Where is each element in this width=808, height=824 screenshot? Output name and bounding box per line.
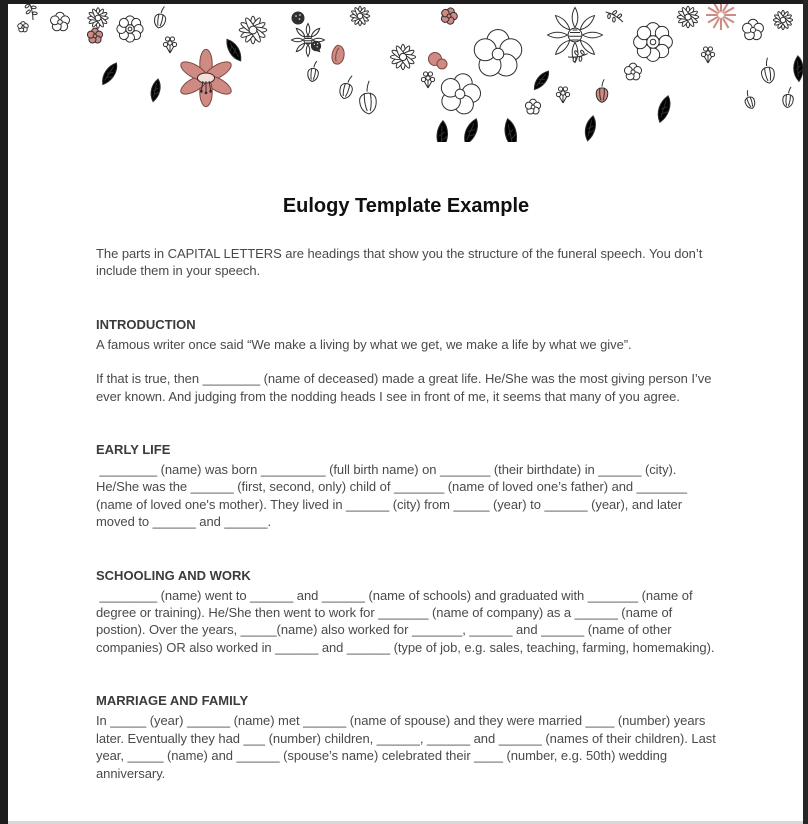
section-paragraphs bbox=[96, 587, 716, 657]
template-section bbox=[96, 693, 716, 782]
intro-note: The parts in CAPITAL LETTERS are headings that show you the structure of the funeral speech. You don’t include them in your speech. bbox=[96, 246, 703, 279]
window-edge-top bbox=[0, 0, 808, 4]
template-section bbox=[96, 568, 716, 657]
section-heading: MARRIAGE AND FAMILY bbox=[96, 693, 249, 709]
section-heading: SCHOOLING AND WORK bbox=[96, 567, 251, 583]
section-paragraphs bbox=[96, 336, 716, 405]
section-paragraph: A famous writer once said “We make a living by what we get, we make a life by what we give”. bbox=[96, 336, 632, 352]
floral-garland-illustration bbox=[8, 2, 803, 142]
section-heading: INTRODUCTION bbox=[96, 316, 196, 332]
page-title: Eulogy Template Example bbox=[282, 195, 530, 217]
section-paragraphs bbox=[96, 712, 716, 782]
section-paragraph: In _____ (year) ______ (name) met ______ (name of spouse) and they were married ____ (number) years later. Eventually they had ___ (number) children, ______, ______ and ______ (names of their children). Last year, _____ (name) and ______ (spouse’s name) celebrated their ____ (number, e.g. 50th) wedding anniversary. bbox=[96, 713, 716, 781]
template-section bbox=[96, 442, 716, 531]
window-edge-right bbox=[803, 0, 808, 824]
section-paragraphs bbox=[96, 461, 716, 531]
section-paragraph: ________ (name) was born _________ (full birth name) on _______ (their birthdate) in ______ (city). He/She was the ______ (first, second, only) child of _______ (name of loved one’s father) and _______ (name of loved one's mother). They lived in ______ (city) from _____ (year) to ______ (year), and later moved to ______ and ______. bbox=[96, 462, 687, 530]
window-edge-left bbox=[0, 0, 8, 824]
document-body bbox=[96, 195, 716, 782]
template-section bbox=[96, 317, 716, 405]
section-paragraph: If that is true, then ________ (name of deceased) made a great life. He/She was the most giving person I’ve ever known. And judging from the nodding heads I see in front of me, it seems that many of you agree. bbox=[96, 371, 712, 404]
section-heading: EARLY LIFE bbox=[96, 442, 171, 458]
sections bbox=[96, 317, 716, 782]
section-paragraph: ________ (name) went to ______ and ______ (name of schools) and graduated with _______ (name of degree or training). He/She then went to work for _______ (name of company) as a ______ (name of postion). Over the years, _____(name) also worked for _______, ______ and ______ (name of other companies) OR also worked in ______ and ______ (type of job, e.g. sales, teaching, farming, homemaking). bbox=[96, 587, 715, 655]
